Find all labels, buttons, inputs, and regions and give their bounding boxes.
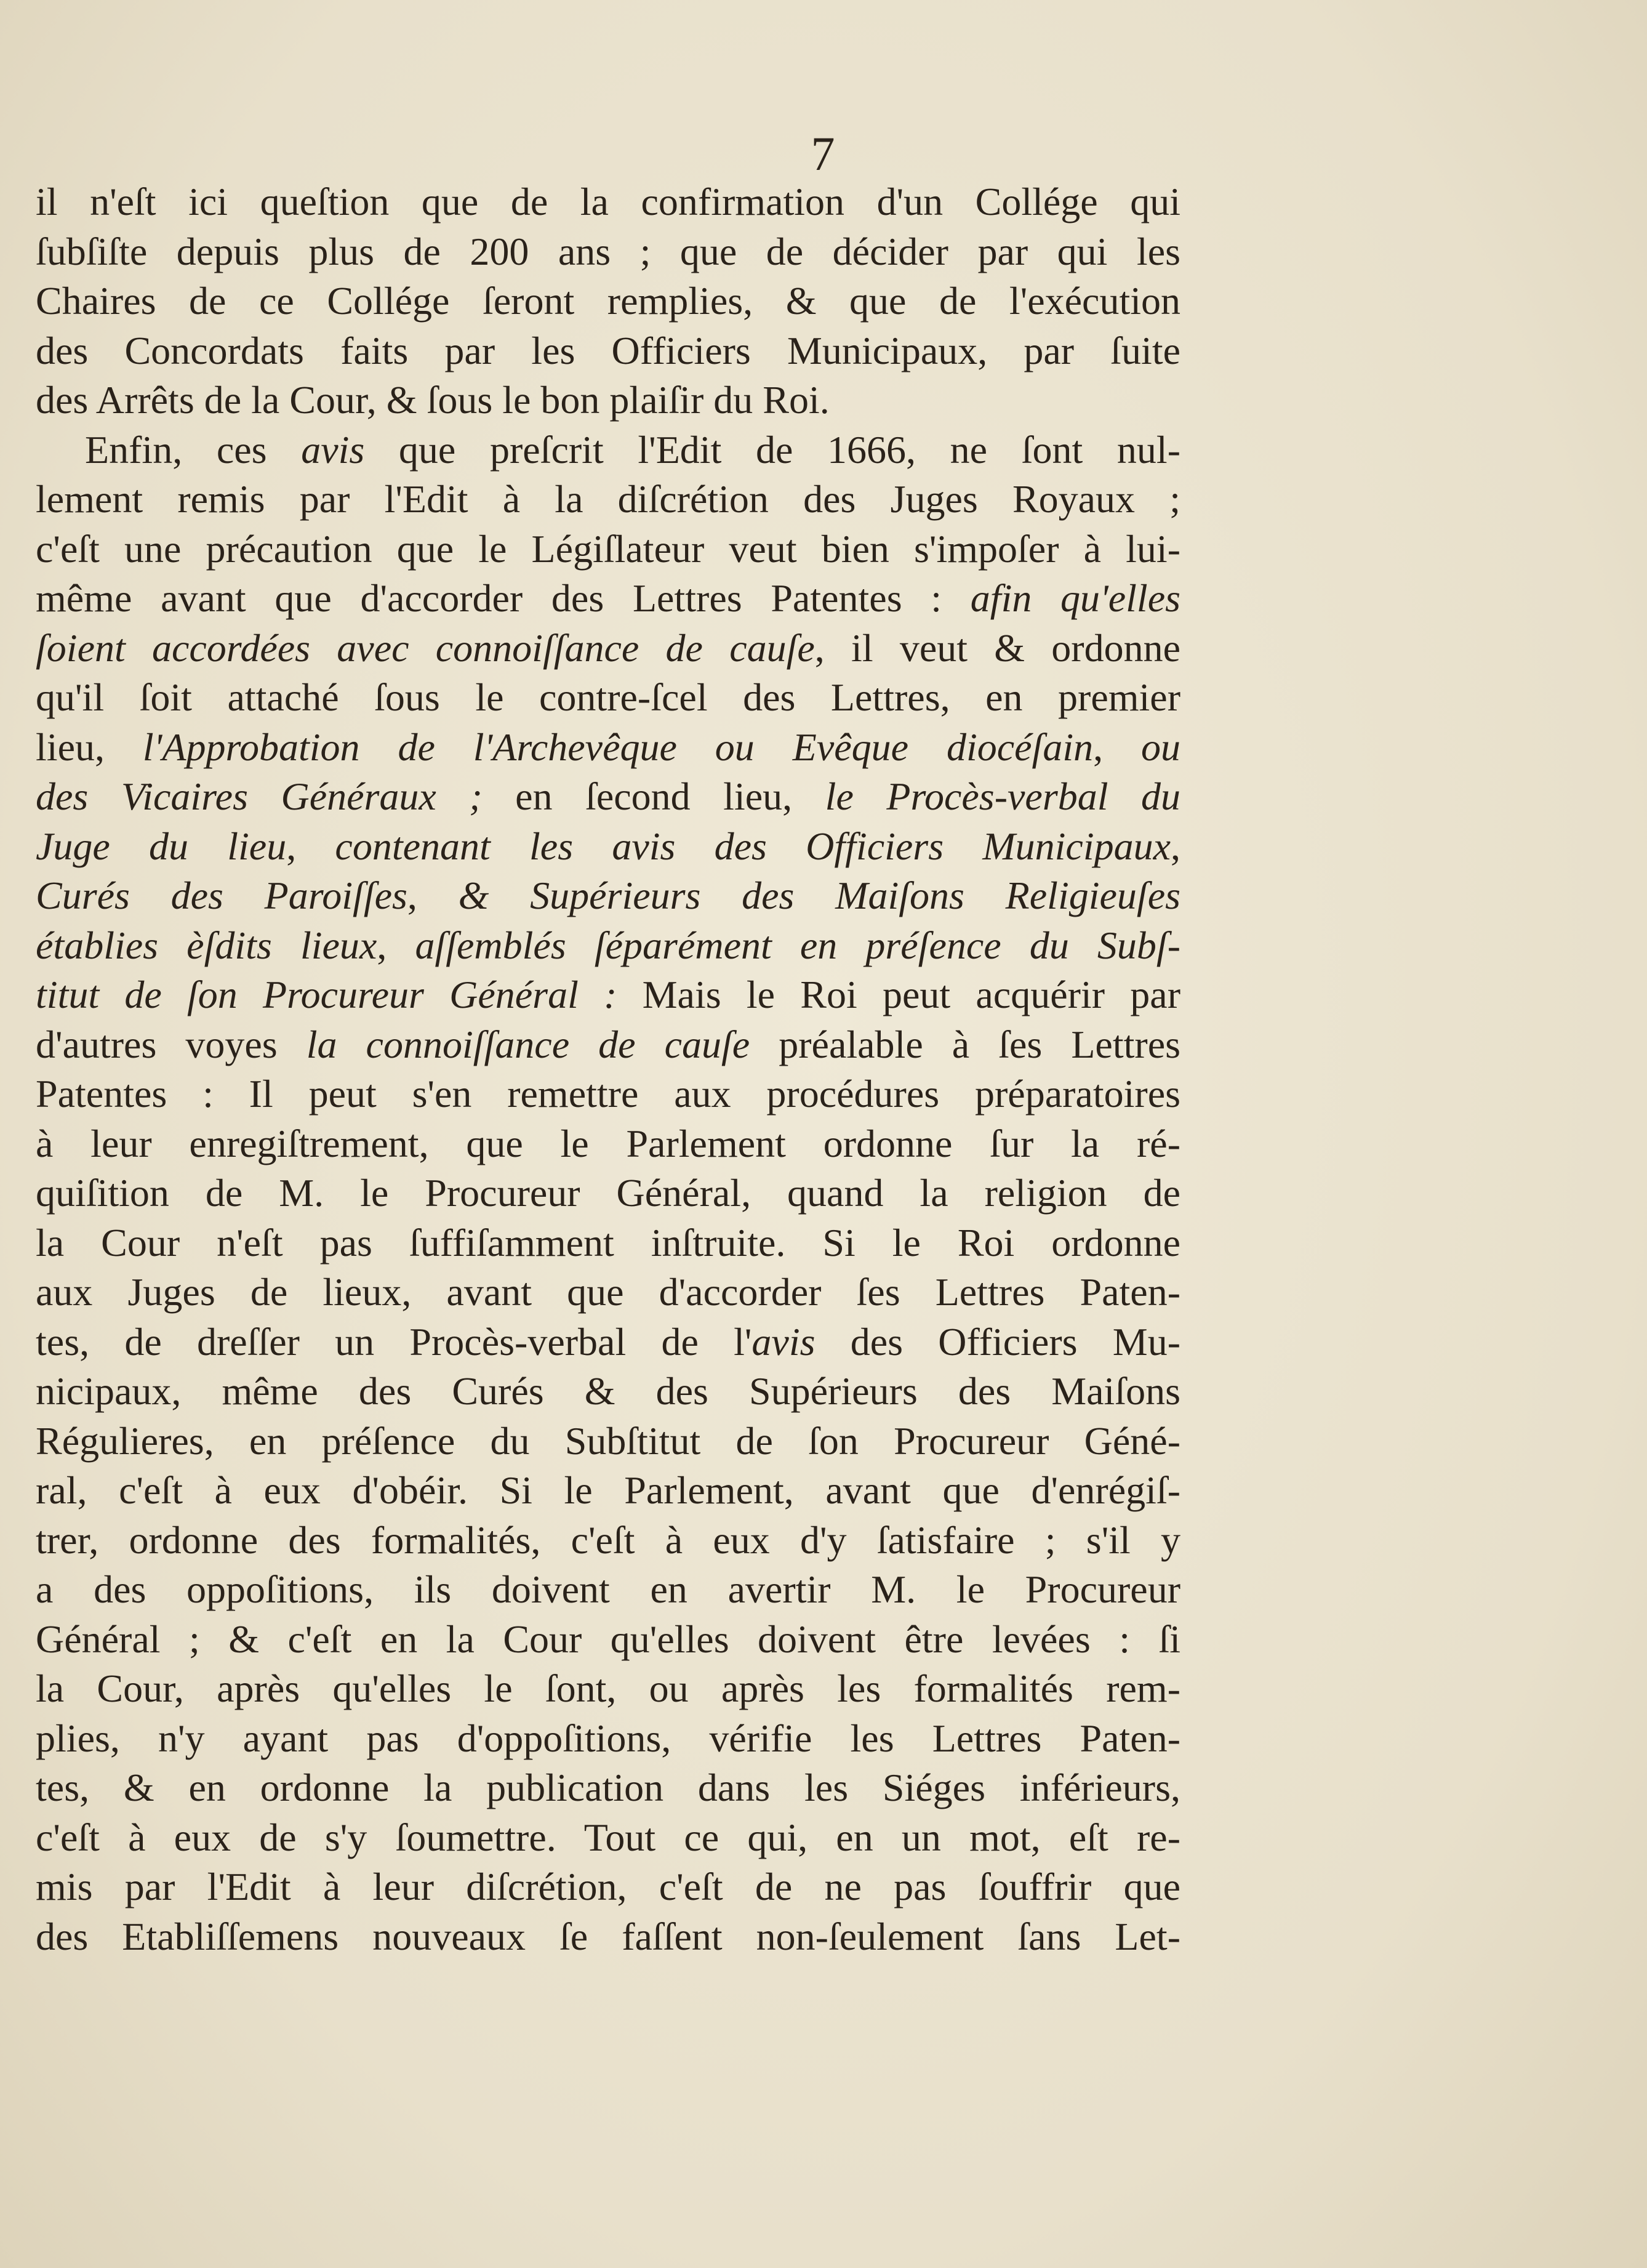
text-segment: ral, c'eſt à eux d'obéir. Si le Parlement, avant que d'enrégiſ-	[36, 1468, 1180, 1512]
text-segment: nicipaux, même des Curés & des Supérieurs des Maiſons	[36, 1369, 1180, 1413]
text-segment: ,	[1093, 725, 1142, 769]
italic-text-segment: Curés des Paroiſſes	[36, 874, 407, 917]
italic-text-segment: l'Approbation de l'Archevêque ou Evêque diocéſain	[142, 725, 1094, 769]
italic-text-segment: ſoient accordées avec connoiſſance de cauſe	[36, 625, 815, 670]
text-line	[36, 1565, 1180, 1615]
text-segment: d'autres voyes	[36, 1022, 307, 1066]
text-segment: la Cour, après qu'elles le ſont, ou après les formalités rem-	[36, 1667, 1180, 1710]
text-line	[36, 673, 1180, 723]
italic-text-segment: & Supérieurs des Maiſons Religieuſes	[458, 874, 1181, 917]
text-segment: trer, ordonne des formalités, c'eſt à eux d'y ſatisfaire ; s'il y	[36, 1518, 1180, 1562]
text-line	[36, 574, 1180, 624]
text-segment: c'eſt une précaution que le Légiſlateur veut bien s'impoſer à lui-	[36, 526, 1180, 571]
text-line	[36, 425, 1180, 475]
text-segment: tes, & en ordonne la publication dans les Siéges inférieurs,	[36, 1766, 1180, 1809]
text-line	[36, 376, 1180, 425]
text-segment: ,	[407, 874, 459, 917]
text-segment: en ſecond lieu,	[482, 774, 825, 818]
text-segment: Régulieres, en préſence du Subſtitut de ſon Procureur Géné-	[36, 1418, 1180, 1463]
italic-text-segment: aſſemblés ſéparément en préſence du Subſ-	[415, 923, 1181, 967]
text-line	[36, 970, 1180, 1020]
text-segment: des Arrêts de la Cour, & ſous le bon plaiſir du Roi.	[36, 378, 830, 422]
text-segment: à leur enregiſtrement, que le Parlement ordonne ſur la ré-	[36, 1121, 1180, 1165]
text-line	[36, 276, 1180, 326]
text-line	[36, 1516, 1180, 1566]
italic-text-segment: le Procès-verbal du	[825, 774, 1181, 818]
text-line	[36, 1664, 1180, 1714]
text-segment: ,	[1171, 824, 1181, 868]
text-line	[36, 1317, 1180, 1367]
text-segment: a des oppoſitions, ils doivent en avertir M. le Procureur	[36, 1567, 1180, 1611]
italic-text-segment: contenant les avis des Officiers Municipaux	[335, 824, 1171, 868]
text-segment: Patentes : Il peut s'en remettre aux procédures préparatoires	[36, 1072, 1180, 1116]
text-line	[36, 871, 1180, 921]
text-line	[36, 1268, 1180, 1317]
text-segment: , il veut & ordonne	[814, 625, 1181, 670]
italic-text-segment: ou	[1141, 725, 1181, 769]
text-segment: des Officiers Mu-	[815, 1319, 1181, 1364]
text-segment: qu'il ſoit attaché ſous le contre-ſcel des Lettres, en premier	[36, 675, 1180, 719]
text-segment: des Concordats faits par les Officiers Municipaux, par ſuite	[36, 328, 1180, 372]
italic-text-segment: la connoiſſance de cauſe	[306, 1022, 750, 1066]
body-text	[36, 177, 1180, 1961]
text-line	[36, 475, 1180, 525]
text-segment: la Cour n'eſt pas ſuffiſamment inſtruite. Si le Roi ordonne	[36, 1220, 1180, 1265]
text-line	[36, 921, 1180, 971]
text-line	[36, 1020, 1180, 1070]
text-segment: ,	[286, 824, 335, 868]
italic-text-segment: afin qu'elles	[970, 576, 1181, 620]
text-segment: Général ; & c'eſt en la Cour qu'elles doivent être levées : ſi	[36, 1617, 1180, 1661]
text-line	[36, 1168, 1180, 1218]
text-line	[36, 1763, 1180, 1813]
text-segment: Mais le Roi peut acquérir par	[617, 973, 1181, 1016]
text-segment: lement remis par l'Edit à la diſcrétion des Juges Royaux ;	[36, 477, 1180, 521]
italic-text-segment: des Vicaires Généraux ;	[36, 774, 483, 818]
italic-text-segment: établies èſdits lieux	[36, 923, 377, 967]
text-segment: Chaires de ce Collége ſeront remplies, & que de l'exécution	[36, 279, 1180, 323]
text-segment: des Etabliſſemens nouveaux ſe faſſent non-ſeulement ſans Let-	[36, 1914, 1180, 1958]
text-line	[36, 227, 1180, 277]
text-segment: Enfin, ces	[85, 427, 302, 472]
text-line	[36, 624, 1180, 674]
italic-text-segment: titut de ſon Procureur Général :	[36, 973, 617, 1016]
text-line	[36, 177, 1180, 227]
text-segment: ,	[377, 923, 415, 967]
italic-text-segment: avis	[751, 1319, 815, 1364]
italic-text-segment: avis	[301, 427, 365, 472]
text-line	[36, 1218, 1180, 1268]
text-line	[36, 723, 1180, 773]
text-line	[36, 1466, 1180, 1516]
text-line	[36, 1615, 1180, 1665]
text-segment: il n'eſt ici queſtion que de la confirmation d'un Collége qui	[36, 180, 1180, 223]
text-segment: quiſition de M. le Procureur Général, quand la religion de	[36, 1171, 1180, 1215]
text-segment: plies, n'y ayant pas d'oppoſitions, vérifie les Lettres Paten-	[36, 1716, 1180, 1760]
text-segment: c'eſt à eux de s'y ſoumettre. Tout ce qui, en un mot, eſt re-	[36, 1815, 1180, 1859]
text-segment: lieu,	[36, 725, 143, 769]
text-line	[36, 1069, 1180, 1119]
text-line	[36, 326, 1180, 376]
text-segment: aux Juges de lieux, avant que d'accorder ſes Lettres Paten-	[36, 1270, 1180, 1314]
text-line	[36, 822, 1180, 872]
italic-text-segment: Juge du lieu	[36, 824, 287, 868]
text-segment: mis par l'Edit à leur diſcrétion, c'eſt de ne pas ſouffrir que	[36, 1865, 1180, 1908]
text-line	[36, 1119, 1180, 1169]
text-line	[36, 772, 1180, 822]
text-line	[36, 1912, 1180, 1962]
text-line	[36, 1367, 1180, 1417]
page-number: 7	[811, 127, 836, 180]
text-segment: tes, de dreſſer un Procès-verbal de l'	[36, 1319, 752, 1364]
text-segment: que preſcrit l'Edit de 1666, ne ſont nul-	[364, 427, 1181, 472]
text-line	[36, 1417, 1180, 1466]
text-line	[36, 1862, 1180, 1912]
text-line	[36, 1714, 1180, 1764]
text-segment: même avant que d'accorder des Lettres Patentes :	[36, 576, 971, 620]
text-line	[36, 525, 1180, 574]
text-segment: ſubſiſte depuis plus de 200 ans ; que de décider par qui les	[36, 229, 1180, 273]
text-line	[36, 1813, 1180, 1863]
text-segment: préalable à ſes Lettres	[750, 1022, 1181, 1066]
